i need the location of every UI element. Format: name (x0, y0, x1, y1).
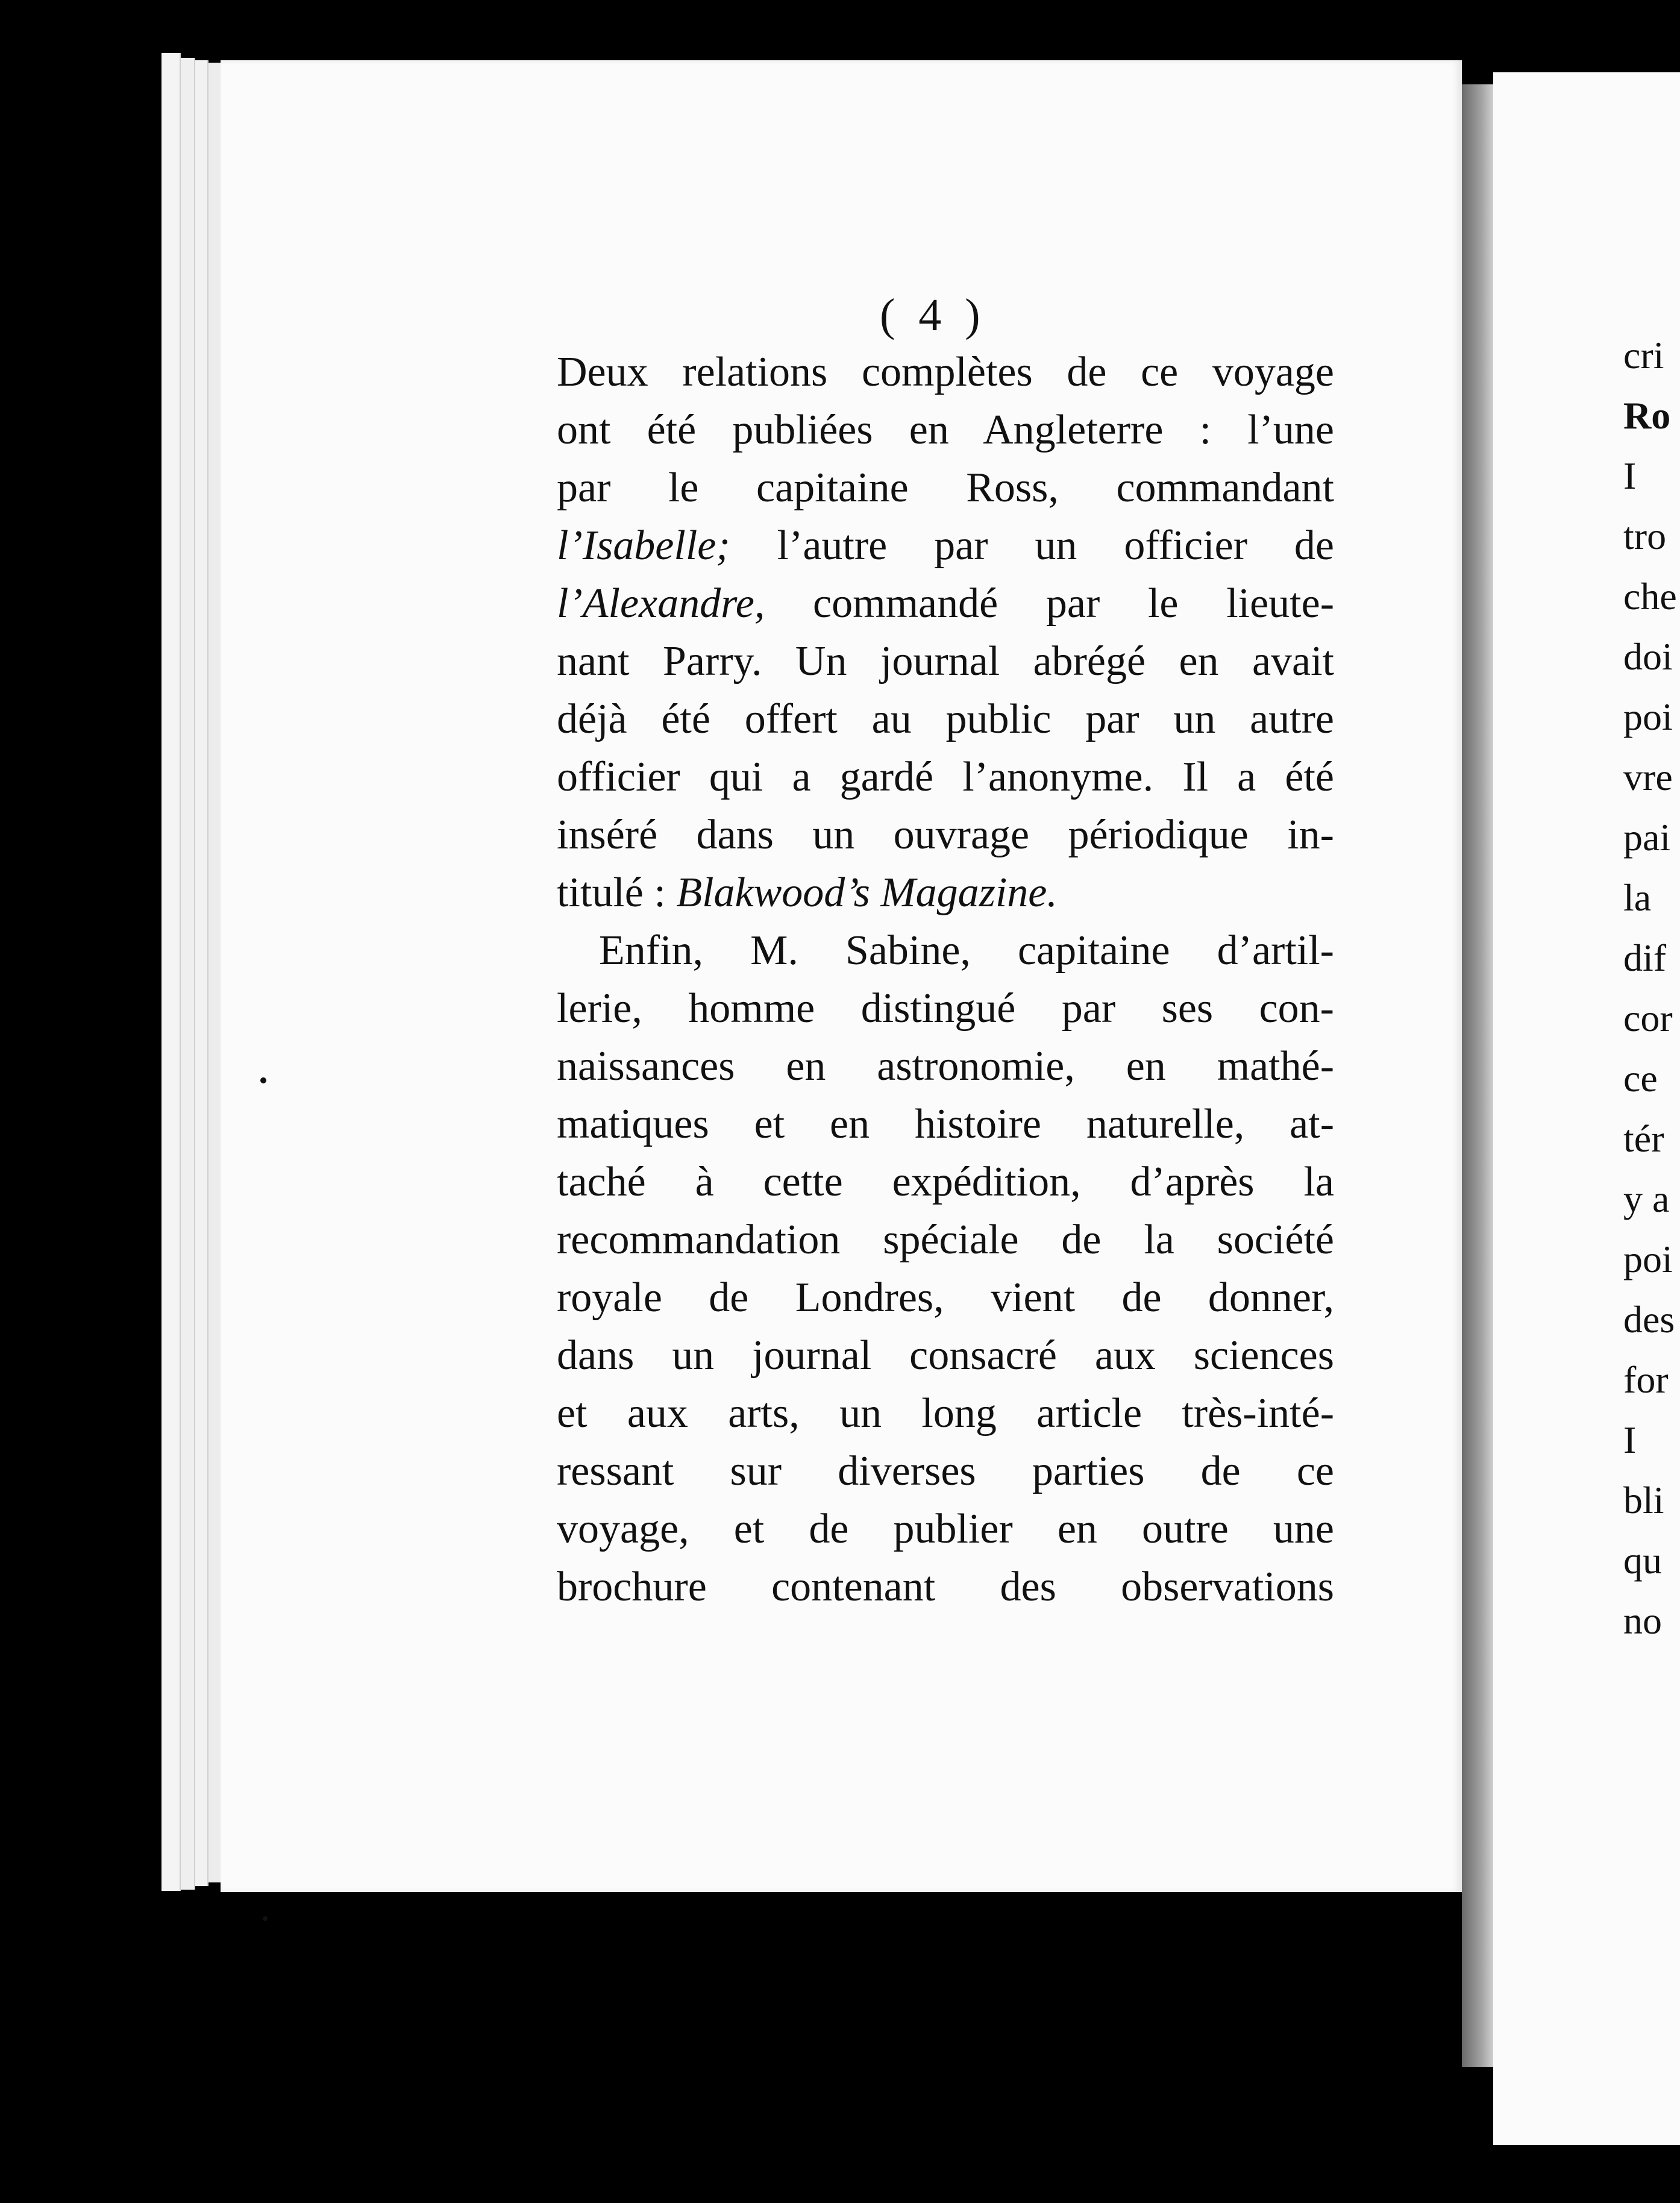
page-edge (208, 63, 222, 1882)
text-line: Deux relations complètes de ce voyage (557, 349, 1334, 395)
text-line: ressant sur diverses parties de ce (557, 1448, 1334, 1494)
text-line: inséré dans un ouvrage périodique in- (557, 812, 1334, 858)
adjacent-text-line: che (1623, 575, 1677, 618)
adjacent-text-line: cor (1623, 997, 1673, 1039)
adjacent-text-line: poi (1623, 695, 1673, 738)
adjacent-text-line: cri (1623, 334, 1664, 377)
adjacent-text-line: poi (1623, 1238, 1673, 1280)
adjacent-text-line: des (1623, 1298, 1675, 1341)
text-line: nant Parry. Un journal abrégé en avait (557, 638, 1334, 685)
text-line: recommandation spéciale de la société (557, 1217, 1334, 1263)
adjacent-text-line: tér (1623, 1117, 1664, 1160)
text-line: officier qui a gardé l’anonyme. Il a été (557, 754, 1334, 800)
adjacent-text-line: bli (1623, 1479, 1664, 1521)
ink-speck (260, 1077, 266, 1083)
adjacent-text-line: Ro (1623, 394, 1671, 437)
body-text (557, 343, 1334, 1616)
text-line: brochure contenant des observations (557, 1564, 1334, 1610)
text-line: ont été publiées en Angleterre : l’une (557, 407, 1334, 453)
adjacent-text-line: doi (1623, 635, 1673, 678)
adjacent-text-line: dif (1623, 936, 1667, 979)
italic-title: Blakwood’s Magazine. (676, 870, 1058, 916)
text-line: par le capitaine Ross, commandant (557, 465, 1334, 511)
adjacent-text-line: no (1623, 1599, 1662, 1642)
ink-speck (263, 1916, 268, 1921)
page-edge (181, 58, 195, 1890)
adjacent-text-line: pai (1623, 816, 1671, 859)
adjacent-text-line: ce (1623, 1057, 1658, 1100)
text-line: l’Alexandre, commandé par le lieute- (557, 580, 1334, 627)
adjacent-page-text (1623, 325, 1680, 1651)
adjacent-text-line: qu (1623, 1539, 1662, 1582)
text-line: matiques et en histoire naturelle, at- (557, 1101, 1334, 1147)
text-line: l’Isabelle; l’autre par un officier de (557, 522, 1334, 569)
text-line: et aux arts, un long article très-inté- (557, 1390, 1334, 1437)
adjacent-text-line: I (1623, 454, 1637, 497)
text-line: lerie, homme distingué par ses con- (557, 985, 1334, 1032)
italic-title: l’Isabelle; (557, 522, 730, 569)
text-line: déjà été offert au public par un autre (557, 696, 1334, 742)
text-line: voyage, et de publier en outre une (557, 1506, 1334, 1552)
text-line: taché à cette expédition, d’après la (557, 1159, 1334, 1205)
adjacent-text-line: la (1623, 876, 1652, 919)
italic-title: l’Alexandre, (557, 580, 765, 627)
text-line: royale de Londres, vient de donner, (557, 1274, 1334, 1321)
adjacent-text-line: vre (1623, 756, 1673, 798)
book-gutter (1462, 84, 1493, 2067)
text-line: dans un journal consacré aux sciences (557, 1332, 1334, 1379)
adjacent-text-line: y a (1623, 1177, 1670, 1220)
adjacent-text-line: for (1623, 1358, 1669, 1401)
text-line: Enfin, M. Sabine, capitaine d’artil- (599, 927, 1334, 974)
text-line: titulé : Blakwood’s Magazine. (557, 870, 1058, 916)
adjacent-text-line: I (1623, 1418, 1637, 1461)
text-line: naissances en astronomie, en mathé- (557, 1043, 1334, 1089)
page-edge (195, 60, 208, 1886)
adjacent-text-line: tro (1623, 515, 1667, 557)
page-number: ( 4 ) (880, 290, 986, 340)
page-edge (161, 53, 181, 1891)
